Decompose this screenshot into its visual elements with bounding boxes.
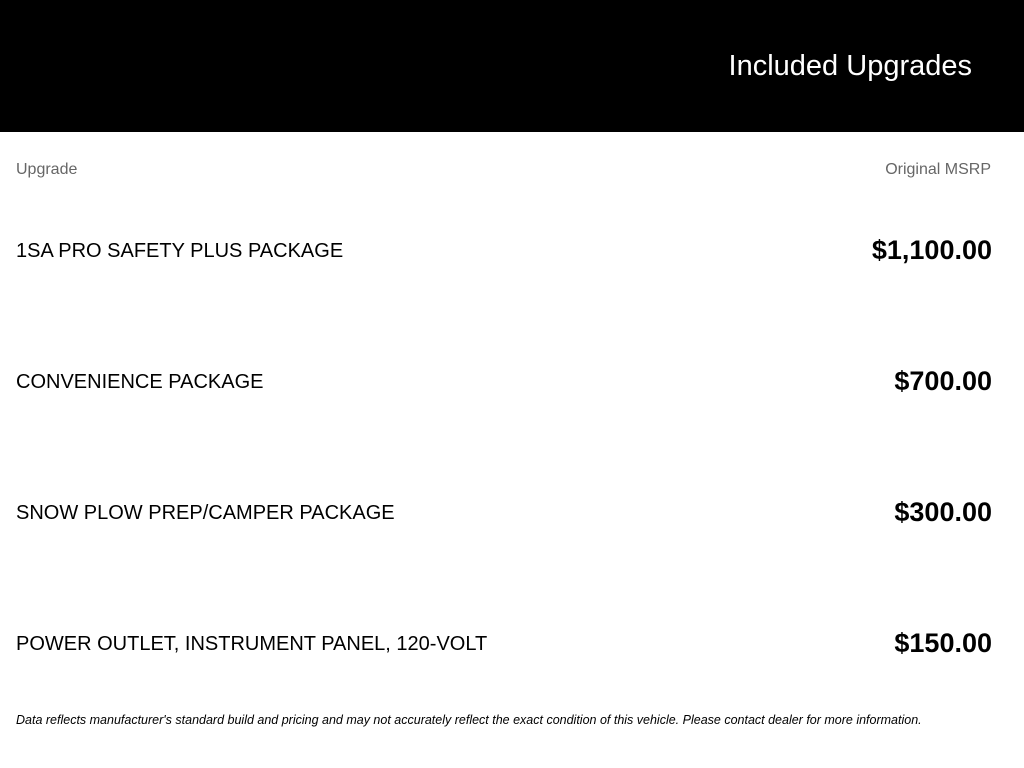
- upgrade-name: CONVENIENCE PACKAGE: [16, 371, 264, 393]
- upgrade-price: $300.00: [894, 497, 992, 527]
- header-bar: [0, 0, 1024, 132]
- upgrade-name: 1SA PRO SAFETY PLUS PACKAGE: [16, 240, 344, 262]
- upgrade-column-header: Upgrade: [16, 161, 78, 178]
- msrp-column-header: Original MSRP: [885, 161, 991, 178]
- upgrade-price: $700.00: [894, 366, 992, 396]
- upgrade-name: SNOW PLOW PREP/CAMPER PACKAGE: [16, 502, 395, 524]
- disclaimer-text: Data reflects manufacturer's standard build and pricing and may not accurately reflect the exact condition of this vehicle. Please contact dealer for more information.: [16, 713, 922, 727]
- upgrade-price: $1,100.00: [871, 235, 992, 265]
- upgrade-name: POWER OUTLET, INSTRUMENT PANEL, 120-VOLT: [16, 633, 488, 655]
- upgrade-price: $150.00: [894, 628, 992, 658]
- page-title: Included Upgrades: [728, 50, 972, 82]
